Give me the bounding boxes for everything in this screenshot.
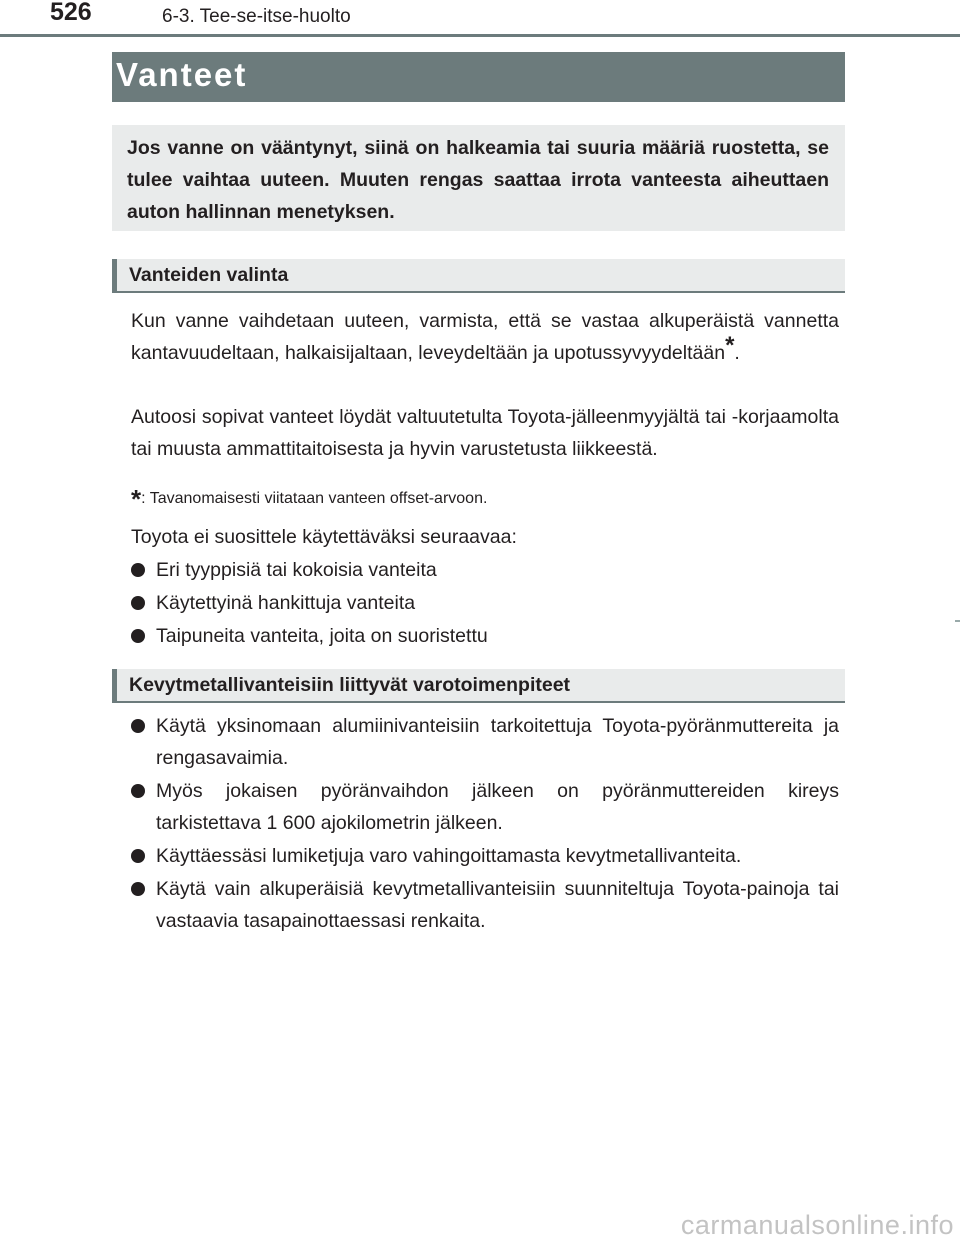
bullet-dot-icon bbox=[131, 719, 145, 733]
list-item: Käyttäessäsi lumiketjuja varo vahingoittamasta kevytmetallivanteita. bbox=[131, 840, 839, 872]
list-item: Käytä yksinomaan alumiinivanteisiin tarkoitettuja Toyota-pyöränmuttereita ja rengasavaimia. bbox=[131, 710, 839, 774]
section-heading-label: Vanteiden valinta bbox=[129, 264, 289, 286]
watermark: carmanualsonline.info bbox=[680, 1210, 954, 1240]
bullet-dot-icon bbox=[131, 596, 145, 610]
header-rule bbox=[0, 34, 960, 37]
list-item: Taipuneita vanteita, joita on suoristettu bbox=[131, 620, 839, 652]
footnote-star: * bbox=[131, 484, 142, 514]
bullet-dot-icon bbox=[131, 849, 145, 863]
list-item: Käytä vain alkuperäisiä kevytmetallivanteisiin suunniteltuja Toyota-painoja tai vastaavia tasapainottaessasi renkaita. bbox=[131, 873, 839, 937]
page-title: Vanteet bbox=[116, 56, 248, 93]
title-bar bbox=[112, 52, 845, 102]
edge-mark bbox=[955, 620, 960, 622]
footnote-marker: * bbox=[725, 332, 735, 359]
bullet-dot-icon bbox=[131, 882, 145, 896]
intro-text: Jos vanne on vääntynyt, siinä on halkeamia tai suuria määriä ruostetta, se tulee vaihtaa uuteen. Muuten rengas saattaa irrota vanteesta aiheuttaen auton hallinnan menetyksen. bbox=[127, 137, 829, 223]
intro-box bbox=[112, 125, 845, 231]
footnote-text: : Tavanomaisesti viitataan vanteen offset-arvoon. bbox=[141, 490, 488, 507]
section-heading-rim-selection bbox=[112, 259, 845, 293]
paragraph-rim-requirements: Kun vanne vaihdetaan uuteen, varmista, että se vastaa alkuperäistä vannetta kantavuudeltaan, halkaisijaltaan, leveydeltään ja upotussyvyydeltään*. bbox=[131, 310, 839, 364]
bullet-dot-icon bbox=[131, 629, 145, 643]
list-item: Eri tyyppisiä tai kokoisia vanteita bbox=[131, 554, 839, 586]
list-item: Myös jokaisen pyöränvaihdon jälkeen on pyöränmuttereiden kireys tarkistettava 1 600 ajokilometrin jälkeen. bbox=[131, 775, 839, 839]
footnote bbox=[131, 484, 487, 515]
section-heading-alloy-precautions bbox=[112, 669, 845, 703]
bullet-dot-icon bbox=[131, 563, 145, 577]
bullet-dot-icon bbox=[131, 784, 145, 798]
list-intro: Toyota ei suosittele käytettäväksi seuraavaa: bbox=[131, 526, 517, 548]
paragraph-dealer: Autoosi sopivat vanteet löydät valtuutetulta Toyota-jälleenmyyjältä tai -korjaamolta tai muusta ammattitaitoisesta ja hyvin varustetusta liikkeestä. bbox=[131, 406, 839, 460]
running-header: 6-3. Tee-se-itse-huolto bbox=[162, 6, 351, 27]
page-number: 526 bbox=[50, 0, 92, 26]
list-item: Käytettyinä hankittuja vanteita bbox=[131, 587, 839, 619]
section-heading-label: Kevytmetallivanteisiin liittyvät varotoimenpiteet bbox=[129, 674, 571, 696]
